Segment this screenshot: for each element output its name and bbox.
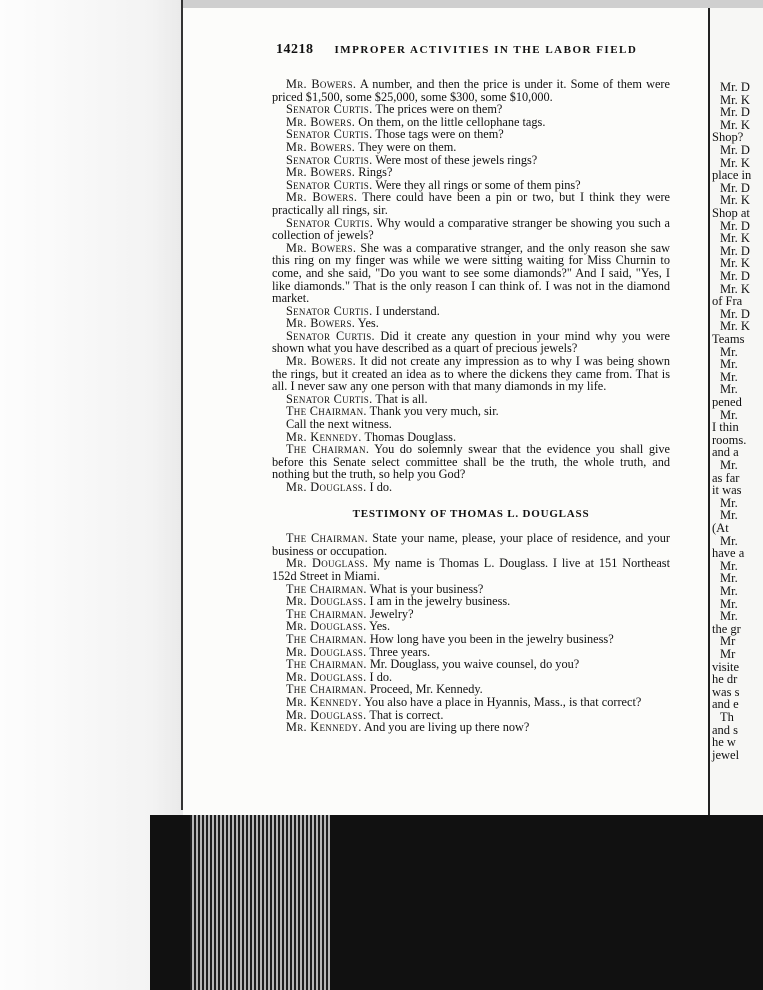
testimony-paragraph [272,242,670,305]
right-page-line: Mr [720,634,736,649]
page-number: 14218 [276,42,314,57]
right-page-line: Mr. [720,571,738,586]
speaker-name: Senator Curtis. [286,152,373,167]
testimony-paragraph [272,443,670,481]
statement-text: It did not create any impression as to why I was being shown the rings, but it created an idea as to where the dickens they came from. That is all. I never saw any one person with that many diamonds in my life. [272,354,671,394]
speaker-name: The Chairman. [286,404,367,419]
statement-text: They were on them. [358,139,457,154]
right-page-line: Shop? [712,130,744,145]
speaker-name: The Chairman. [286,581,367,596]
right-page-line: Mr. D [720,243,750,258]
right-page-line: Mr. K [720,193,750,208]
speaker-name: Mr. Douglass. [286,619,367,634]
right-page-line: I thin [712,420,739,435]
right-page-line: the gr [712,621,741,636]
testimony-paragraph [272,217,670,242]
statement-text: Thomas Douglass. [364,429,457,444]
right-page-line: Mr. K [720,231,750,246]
statement-text: Yes. [357,316,379,331]
right-page-line: Mr. [720,558,738,573]
right-page-line: Mr. [720,584,738,598]
statement-text: My name is Thomas L. Douglass. I live at 151 Northeast 152d Street in Miami. [272,556,670,583]
statement-text: That is all. [375,391,428,406]
right-page-line: and a [712,445,739,460]
section-heading: TESTIMONY OF THOMAS L. DOUGLASS [352,507,590,520]
right-page-line: Mr. D [720,105,750,120]
statement-text: State your name, please, your place of residence, and your business or occupation. [272,531,671,558]
right-page-line: Mr. [720,596,738,611]
statement-text: That is correct. [369,707,444,722]
speaker-name: Mr. Douglass. [286,707,367,722]
speaker-name: The Chairman. [286,657,367,672]
right-page-line: he w [712,735,736,750]
statement-text: Three years. [369,644,431,659]
speaker-name: Senator Curtis. [286,102,373,117]
right-page-line: Mr. [720,382,738,397]
speaker-name: Mr. Bowers. [286,354,356,369]
right-page-line: Mr. [720,533,738,548]
testimony-paragraph [272,78,670,103]
right-page-line: as far [712,470,740,485]
right-page-fragment [708,8,763,815]
statement-text: Jewelry? [369,606,414,621]
speaker-name: Mr. Douglass. [286,644,367,659]
statement-text: Thank you very much, sir. [369,404,499,419]
statement-text: The prices were on them? [375,102,503,117]
speaker-name: Mr. Douglass. [286,669,367,684]
right-page-line: pened [712,395,742,409]
speaker-name: Mr. Bowers. [286,316,356,331]
speaker-name: Senator Curtis. [286,391,373,406]
right-page-line: Mr. K [720,92,750,107]
statement-text: I do. [369,480,393,494]
speaker-name: Mr. Douglass. [286,594,367,609]
right-page-line: Mr. [720,407,738,422]
statement-text: Were they all rings or some of them pins? [375,177,581,192]
right-page-line: and e [712,697,739,712]
speaker-name: The Chairman. [286,682,367,697]
right-page-line: Mr. [720,609,738,624]
statement-text: How long have you been in the jewelry business? [369,631,614,646]
speaker-name: The Chairman. [286,531,368,546]
right-page-line: it was [712,483,742,498]
speaker-name: Mr. Bowers. [286,77,357,91]
right-page-line: Mr. D [720,218,750,233]
right-page-line: Mr. [720,508,738,523]
right-page-line: have a [712,546,745,561]
speaker-name: Mr. Douglass. [286,480,367,494]
speaker-name: The Chairman. [286,442,370,457]
testimony-paragraph [272,721,670,734]
running-head: IMPROPER ACTIVITIES IN THE LABOR FIELD [334,44,638,56]
right-page-line: Mr. D [720,180,750,195]
speaker-name: The Chairman. [286,631,367,646]
right-page-line: (At [712,521,729,535]
statement-text: Mr. Douglass, you waive counsel, do you? [369,657,580,672]
statement-text: A number, and then the price is under it. Some of them were priced $1,500, some $25,000, some $300, some $10,000. [272,77,670,104]
right-page-line: Mr. D [720,143,750,157]
right-page-line: Mr [720,647,736,661]
right-page-line: he dr [712,672,738,687]
statement-text: And you are living up there now? [364,720,530,735]
speaker-name: Mr. Bowers. [286,114,356,129]
speaker-name: Mr. Douglass. [286,556,369,571]
right-page-line: Mr. K [720,117,750,132]
testimony-paragraph [272,481,670,494]
right-page-line: of Fra [712,294,743,309]
statement-text: On them, on the little cellophane tags. [358,114,546,129]
right-page-line: Mr. [720,369,738,384]
right-page-line: visite [712,659,740,674]
statement-text: You also have a place in Hyannis, Mass., is that correct? [364,694,642,709]
statement-text: Yes. [369,619,391,634]
speaker-name: Mr. Kennedy. [286,694,362,709]
right-page-line: Th [720,710,734,724]
right-page-line: Mr. [720,458,738,472]
right-page-line: Mr. K [720,256,750,271]
testimony-paragraph [272,532,670,557]
right-page-line: was s [712,684,740,699]
page-stack-edges [190,815,330,990]
speaker-name: Mr. Bowers. [286,165,356,180]
statement-text: You do solemnly swear that the evidence you shall give before this Senate select committee shall be the truth, the whole truth, and nothing but the truth, so help you God? [272,442,671,482]
speaker-name: Mr. Kennedy. [286,720,362,735]
statement-text: Call the next witness. [286,417,392,432]
right-page-line: jewel [712,747,740,762]
page-header [276,42,637,58]
right-page-line: Shop at [712,206,750,220]
speaker-name: Mr. Bowers. [286,190,358,205]
speaker-name: Mr. Bowers. [286,240,357,255]
testimony-paragraph [272,557,670,582]
speaker-name: Mr. Kennedy. [286,429,362,444]
right-page-line: place in [712,168,752,183]
speaker-name: Senator Curtis. [286,303,373,318]
right-page-line: Mr. D [720,80,750,94]
testimony-paragraph [272,330,670,355]
statement-text: Those tags were on them? [375,127,504,142]
statement-text: I understand. [375,303,440,318]
right-page-line: Mr. K [720,281,750,296]
testimony-paragraph [272,355,670,393]
statement-text: I do. [369,669,393,684]
right-page-line: Mr. K [720,155,750,170]
speaker-name: The Chairman. [286,606,367,621]
statement-text: What is your business? [369,581,484,596]
statement-text: I am in the jewelry business. [369,594,511,609]
statement-text: Why would a comparative stranger be showing you such a collection of jewels? [272,215,670,243]
testimony-paragraph [272,191,670,216]
right-page-line: Mr. K [720,319,750,334]
statement-text: Were most of these jewels rings? [375,152,538,167]
speaker-name: Senator Curtis. [286,215,374,230]
statement-text: She was a comparative stranger, and the only reason she saw this ring on my finger was while we were sitting waiting for Miss Churnin to come, and she said, "Do you want to see some diamonds?" And I said, "Yes, I like diamonds." That is the only reason I can think of. I was not in the diamond market. [272,240,670,306]
speaker-name: Senator Curtis. [286,177,373,192]
right-page-line: rooms. [712,432,747,447]
testimony-text [272,78,670,734]
right-page-line: Mr. D [720,306,750,321]
statement-text: Rings? [358,165,393,180]
statement-text: Did it create any question in your mind why you were shown what you have described as a quart of precious jewels? [272,328,670,356]
right-page-line: Mr. [720,344,738,359]
speaker-name: Senator Curtis. [286,328,375,343]
speaker-name: Mr. Bowers. [286,139,356,154]
right-page-line: Teams [712,332,745,346]
right-page-line: and s [712,722,739,737]
statement-text: Proceed, Mr. Kennedy. [369,682,483,697]
right-page-line: Mr. [720,495,738,510]
speaker-name: Senator Curtis. [286,127,373,142]
right-page-line: Mr. [720,357,738,372]
statement-text: There could have been a pin or two, but I think they were practically all rings, sir. [272,190,670,217]
right-page-line: Mr. D [720,269,750,283]
